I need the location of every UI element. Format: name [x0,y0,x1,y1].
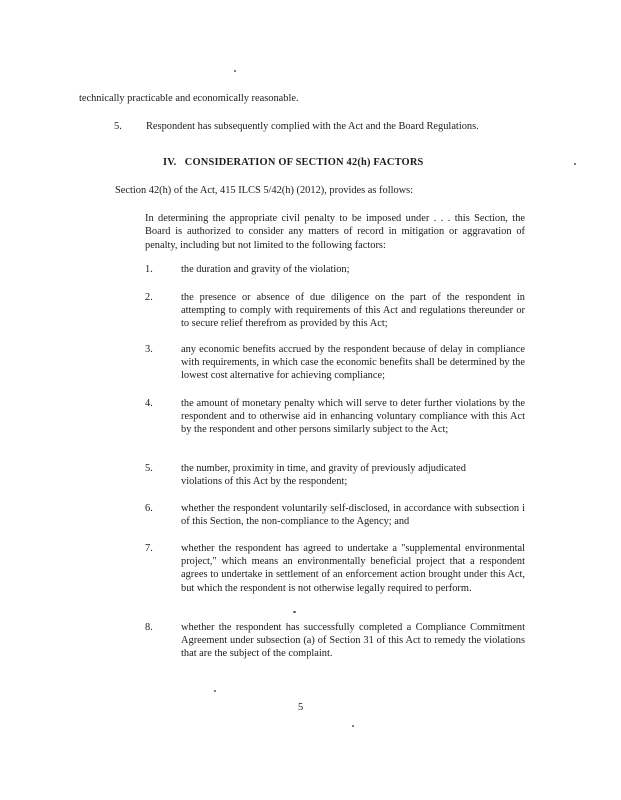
factor-text: whether the respondent has agreed to undertake a "supplemental environmental project," which means an environmentally beneficial project that a respondent agrees to undertake in settlement of an enforcement action brought under this Act, but which the respondent is not otherwise legally required to perform. [181,543,525,594]
factor-number: 2. [145,292,153,303]
intro-line: Section 42(h) of the Act, 415 ILCS 5/42(h) (2012), provides as follows: [115,185,414,196]
factor-text: whether the respondent has successfully completed a Compliance Commitment Agreement under subsection (a) of Section 31 of this Act to remedy the violations that are the subject of the complaint. [181,622,525,660]
factor-text: the number, proximity in time, and gravity of previously adjudicated violations of this Act by the respondent; [181,463,466,488]
quote-intro: In determining the appropriate civil penalty to be imposed under . . . this Section, the Board is authorized to consider any matters of record in mitigation or aggravation of penalty, including but not limited to the following factors: [145,213,525,251]
section-heading: IV. CONSIDERATION OF SECTION 42(h) FACTORS [163,157,424,168]
factor-text: the presence or absence of due diligence on the part of the respondent in attempting to comply with requirements of this Act and regulations thereunder or to secure relief therefrom as provided by this Act; [181,292,525,330]
scan-speck [352,725,354,727]
factor-number: 6. [145,503,153,514]
factor-number: 8. [145,622,153,633]
factor-text: whether the respondent voluntarily self-disclosed, in accordance with subsection i of this Section, the non-compliance to the Agency; and [181,503,525,528]
factor-number: 5. [145,463,153,474]
factor-number: 3. [145,344,153,355]
factor-text: the duration and gravity of the violation; [181,264,350,275]
factor-number: 1. [145,264,153,275]
continuation-line: technically practicable and economically reasonable. [79,93,299,104]
factor-text: any economic benefits accrued by the respondent because of delay in compliance with requirements, in which case the economic benefits shall be determined by the lowest cost alternative for achieving compliance; [181,344,525,382]
paragraph-text: Respondent has subsequently complied with the Act and the Board Regulations. [146,121,479,132]
paragraph-number: 5. [114,121,122,132]
scan-speck [234,70,236,72]
factor-number: 4. [145,398,153,409]
factor-number: 7. [145,543,153,554]
scan-speck [293,611,296,613]
scan-speck [214,690,216,692]
factor-text: the amount of monetary penalty which will serve to deter further violations by the respondent and to otherwise aid in enhancing voluntary compliance with this Act by the respondent and other persons similarly subject to the Act; [181,398,525,436]
scan-speck [574,163,576,165]
page-number: 5 [298,702,304,713]
